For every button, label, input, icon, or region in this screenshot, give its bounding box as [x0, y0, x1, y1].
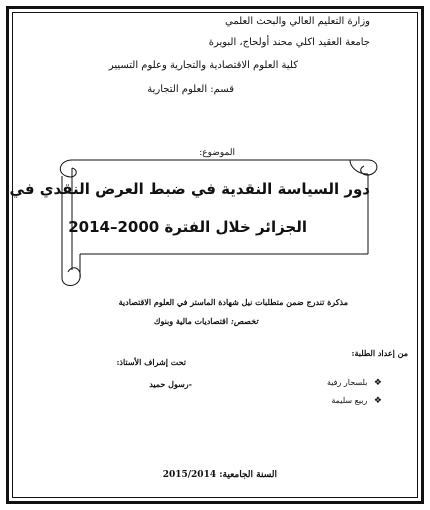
university-line: جامعة العقيد اكلي محند أولحاج، البويرة: [208, 37, 370, 48]
supervisor-name: -رسول حميد: [149, 379, 192, 389]
diamond-bullet-icon: ❖: [373, 378, 382, 388]
specialty-line: [154, 316, 258, 326]
students-label: من إعداد الطلبة:: [351, 348, 408, 358]
diamond-bullet-icon: ❖: [373, 396, 382, 406]
specialty-value: اقتصاديات مالية وبنوك: [153, 316, 229, 326]
student-item: [331, 396, 382, 406]
student-name: بلسحار رفية: [326, 378, 368, 387]
thesis-title-line-2: الجزائر خلال الفترة 2000–2014: [68, 218, 307, 236]
faculty-line: كلية العلوم الاقتصادية والتجارية وعلوم التسيير: [108, 60, 298, 71]
academic-year: السنة الجامعية: 2015/2014: [162, 470, 277, 480]
thesis-title-line-1: دور السياسة النقدية في ضبط العرض النقدي في: [9, 180, 370, 198]
supervisor-label: تحت إشراف الأستاذ:: [116, 357, 186, 367]
memo-description: مذكرة تندرج ضمن متطلبات نيل شهادة الماستر في العلوم الاقتصادية: [118, 297, 348, 307]
ministry-line: وزارة التعليم العالي والبحث العلمي: [225, 16, 370, 27]
student-item: [327, 378, 382, 388]
topic-label: الموضوع:: [199, 148, 235, 158]
department-line: قسم: العلوم التجارية: [147, 84, 234, 95]
specialty-label: تخصص:: [230, 316, 258, 326]
student-name: ربيع سليمة: [331, 396, 368, 405]
